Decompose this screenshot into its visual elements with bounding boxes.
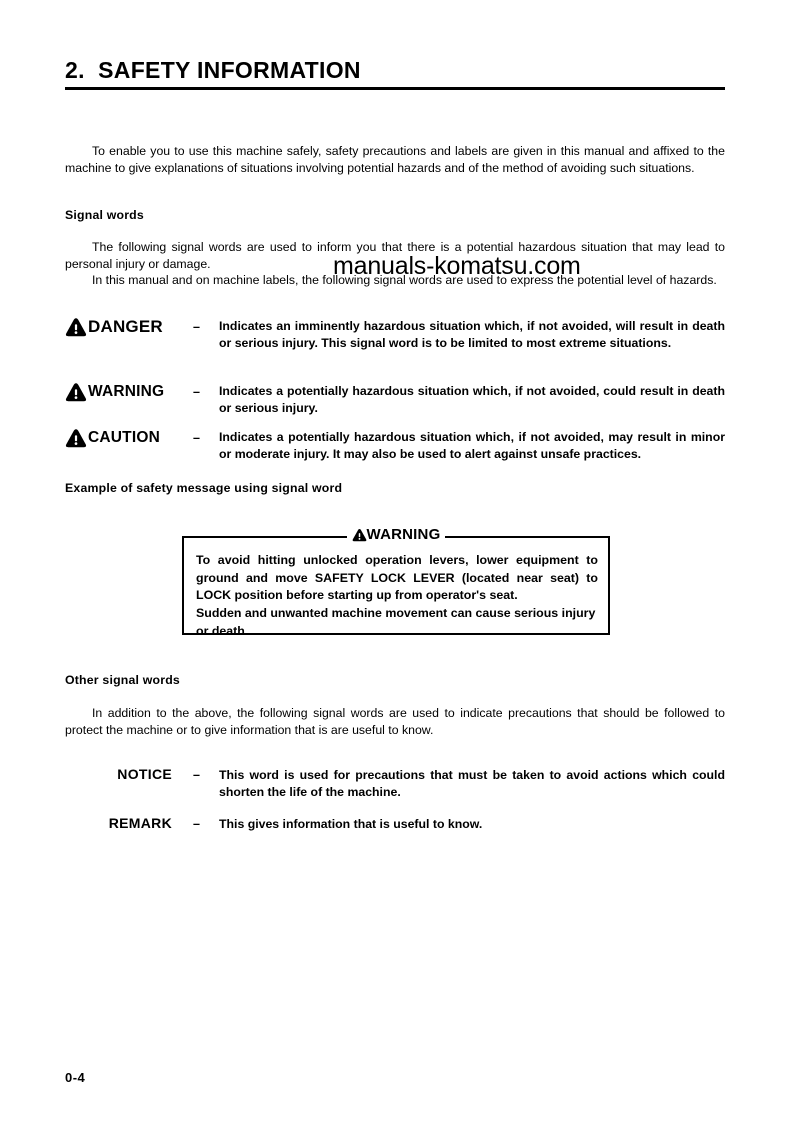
signal-word-description-danger: Indicates an imminently hazardous situation which, if not avoided, will result in death or serious injury. This signal word is to be limited to most extreme situations. (219, 319, 725, 351)
other-signal-words-paragraph-text: In addition to the above, the following signal words are used to indicate precautions that should be followed to protect the machine or to give information that is are useful to know. (65, 706, 725, 737)
example-warning-body (196, 552, 598, 641)
signal-words-paragraph-1-text: The following signal words are used to inform you that there is a potential hazardous situation that may lead to personal injury or damage. (65, 240, 725, 271)
signal-word-text-warning: WARNING (88, 383, 165, 400)
other-signal-word-description-notice: This word is used for precautions that must be taken to avoid actions which could shorten the life of the machine. (219, 768, 725, 800)
signal-word-dash-danger: – (193, 320, 200, 334)
example-warning-legend-inner (347, 527, 446, 542)
other-signal-words-heading: Other signal words (65, 673, 180, 687)
signal-word-label-caution (65, 427, 177, 448)
other-signal-word-dash-notice: – (193, 768, 200, 782)
intro-paragraph-text: To enable you to use this machine safely, safety precautions and labels are given in this manual and affixed to the machine to give explanations of situations involving potential hazards and of the method of avoiding such situations. (65, 144, 725, 175)
signal-words-heading: Signal words (65, 208, 144, 222)
warning-triangle-icon (65, 317, 87, 337)
example-warning-box (182, 526, 610, 638)
example-warning-line-1: To avoid hitting unlocked operation levers, lower equipment to ground and move SAFETY LOCK LEVER (located near seat) to LOCK position before starting up from operator's seat. (196, 553, 598, 603)
other-signal-words-paragraph (65, 705, 725, 739)
warning-triangle-icon (65, 382, 87, 402)
example-warning-legend-text: WARNING (366, 526, 441, 543)
signal-word-dash-caution: – (193, 431, 200, 445)
watermark: manuals-komatsu.com (333, 252, 581, 280)
signal-word-description-caution: Indicates a potentially hazardous situation which, if not avoided, may result in minor or moderate injury. It may also be used to alert against unsafe practices. (219, 430, 725, 462)
example-section-heading: Example of safety message using signal word (65, 481, 343, 495)
other-signal-word-label-remark: REMARK (108, 815, 172, 831)
signal-word-description-warning: Indicates a potentially hazardous situation which, if not avoided, could result in death or serious injury. (219, 384, 725, 416)
other-signal-word-dash-remark: – (193, 817, 200, 831)
page-title: 2. SAFETY INFORMATION (65, 57, 361, 83)
signal-word-label-danger (65, 316, 177, 337)
warning-triangle-icon (65, 428, 87, 448)
signal-word-text-caution: CAUTION (88, 429, 161, 446)
signal-words-paragraph-2-text: In this manual and on machine labels, the following signal words are used to express the potential level of hazards. (92, 273, 717, 287)
page-number: 0-4 (65, 1070, 86, 1085)
title-divider (65, 87, 725, 90)
other-signal-word-label-notice: NOTICE (117, 766, 172, 782)
other-signal-word-description-remark: This gives information that is useful to know. (219, 817, 483, 831)
page-header (65, 58, 725, 90)
example-warning-legend (184, 527, 608, 542)
intro-paragraph (65, 143, 725, 177)
warning-triangle-icon (352, 528, 367, 542)
signal-word-text-danger: DANGER (88, 317, 163, 336)
example-warning-line-2: Sudden and unwanted machine movement can cause serious injury or death. (196, 606, 596, 638)
signal-word-label-warning (65, 381, 177, 402)
signal-word-dash-warning: – (193, 385, 200, 399)
